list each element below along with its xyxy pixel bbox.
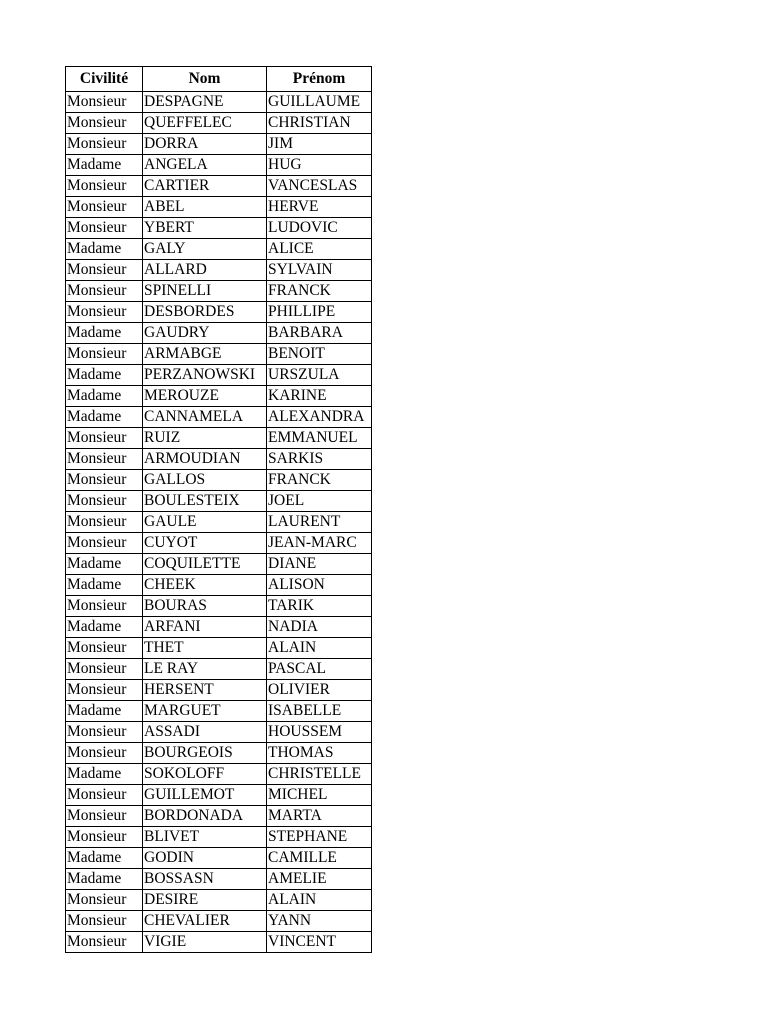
- table-row: [66, 659, 372, 680]
- cell-civilite: Monsieur: [66, 785, 143, 806]
- cell-prenom: FRANCK: [267, 470, 372, 491]
- cell-civilite: Madame: [66, 239, 143, 260]
- header-prenom: Prénom: [267, 67, 372, 92]
- cell-prenom: ALAIN: [267, 638, 372, 659]
- cell-prenom: ALEXANDRA: [267, 407, 372, 428]
- table-row: [66, 239, 372, 260]
- cell-prenom: ALISON: [267, 575, 372, 596]
- cell-civilite: Monsieur: [66, 512, 143, 533]
- cell-nom: HERSENT: [143, 680, 267, 701]
- table-row: [66, 365, 372, 386]
- table-row: [66, 155, 372, 176]
- cell-prenom: NADIA: [267, 617, 372, 638]
- cell-prenom: PASCAL: [267, 659, 372, 680]
- table-row: [66, 302, 372, 323]
- table-row: [66, 512, 372, 533]
- table-row: [66, 827, 372, 848]
- table-header: [66, 67, 372, 92]
- cell-prenom: OLIVIER: [267, 680, 372, 701]
- cell-nom: CHEEK: [143, 575, 267, 596]
- table-row: [66, 470, 372, 491]
- cell-civilite: Monsieur: [66, 218, 143, 239]
- table-row: [66, 176, 372, 197]
- table-row: [66, 134, 372, 155]
- cell-prenom: LUDOVIC: [267, 218, 372, 239]
- cell-nom: THET: [143, 638, 267, 659]
- cell-civilite: Madame: [66, 848, 143, 869]
- cell-nom: ANGELA: [143, 155, 267, 176]
- cell-nom: DORRA: [143, 134, 267, 155]
- cell-nom: SPINELLI: [143, 281, 267, 302]
- cell-civilite: Monsieur: [66, 428, 143, 449]
- cell-nom: PERZANOWSKI: [143, 365, 267, 386]
- cell-civilite: Monsieur: [66, 92, 143, 113]
- table-row: [66, 428, 372, 449]
- cell-prenom: TARIK: [267, 596, 372, 617]
- table-row: [66, 596, 372, 617]
- table-row: [66, 869, 372, 890]
- cell-nom: CANNAMELA: [143, 407, 267, 428]
- cell-nom: MEROUZE: [143, 386, 267, 407]
- cell-nom: BORDONADA: [143, 806, 267, 827]
- cell-civilite: Madame: [66, 701, 143, 722]
- cell-civilite: Madame: [66, 386, 143, 407]
- cell-nom: GAULE: [143, 512, 267, 533]
- table-row: [66, 638, 372, 659]
- cell-civilite: Madame: [66, 407, 143, 428]
- table-row: [66, 932, 372, 953]
- cell-nom: ASSADI: [143, 722, 267, 743]
- cell-prenom: JEAN-MARC: [267, 533, 372, 554]
- table-body: [66, 92, 372, 953]
- cell-civilite: Monsieur: [66, 680, 143, 701]
- cell-prenom: URSZULA: [267, 365, 372, 386]
- cell-civilite: Monsieur: [66, 596, 143, 617]
- cell-prenom: BENOIT: [267, 344, 372, 365]
- cell-nom: BOURAS: [143, 596, 267, 617]
- cell-civilite: Monsieur: [66, 113, 143, 134]
- cell-prenom: FRANCK: [267, 281, 372, 302]
- cell-prenom: GUILLAUME: [267, 92, 372, 113]
- cell-civilite: Monsieur: [66, 722, 143, 743]
- cell-nom: CUYOT: [143, 533, 267, 554]
- table-row: [66, 764, 372, 785]
- cell-nom: DESIRE: [143, 890, 267, 911]
- cell-civilite: Madame: [66, 869, 143, 890]
- cell-nom: DESBORDES: [143, 302, 267, 323]
- cell-nom: BOURGEOIS: [143, 743, 267, 764]
- cell-prenom: HERVE: [267, 197, 372, 218]
- table-row: [66, 806, 372, 827]
- table-row: [66, 617, 372, 638]
- table-row: [66, 722, 372, 743]
- cell-prenom: MICHEL: [267, 785, 372, 806]
- cell-prenom: CAMILLE: [267, 848, 372, 869]
- cell-civilite: Madame: [66, 764, 143, 785]
- cell-nom: GAUDRY: [143, 323, 267, 344]
- cell-civilite: Monsieur: [66, 911, 143, 932]
- cell-nom: YBERT: [143, 218, 267, 239]
- cell-prenom: VINCENT: [267, 932, 372, 953]
- cell-nom: VIGIE: [143, 932, 267, 953]
- cell-civilite: Monsieur: [66, 932, 143, 953]
- cell-civilite: Madame: [66, 323, 143, 344]
- table-row: [66, 218, 372, 239]
- cell-civilite: Monsieur: [66, 134, 143, 155]
- cell-civilite: Monsieur: [66, 344, 143, 365]
- cell-nom: LE RAY: [143, 659, 267, 680]
- cell-prenom: CHRISTELLE: [267, 764, 372, 785]
- cell-civilite: Madame: [66, 155, 143, 176]
- cell-civilite: Monsieur: [66, 659, 143, 680]
- table-row: [66, 890, 372, 911]
- table-row: [66, 848, 372, 869]
- cell-civilite: Monsieur: [66, 533, 143, 554]
- cell-nom: BOULESTEIX: [143, 491, 267, 512]
- cell-prenom: ALICE: [267, 239, 372, 260]
- cell-prenom: HOUSSEM: [267, 722, 372, 743]
- cell-prenom: ISABELLE: [267, 701, 372, 722]
- cell-prenom: THOMAS: [267, 743, 372, 764]
- table-row: [66, 449, 372, 470]
- table-row: [66, 554, 372, 575]
- cell-civilite: Monsieur: [66, 827, 143, 848]
- cell-prenom: LAURENT: [267, 512, 372, 533]
- cell-civilite: Monsieur: [66, 281, 143, 302]
- table-row: [66, 281, 372, 302]
- table-row: [66, 785, 372, 806]
- cell-nom: GALLOS: [143, 470, 267, 491]
- table-row: [66, 323, 372, 344]
- table-row: [66, 386, 372, 407]
- cell-prenom: VANCESLAS: [267, 176, 372, 197]
- cell-nom: SOKOLOFF: [143, 764, 267, 785]
- table-row: [66, 344, 372, 365]
- cell-nom: ABEL: [143, 197, 267, 218]
- cell-nom: GODIN: [143, 848, 267, 869]
- cell-prenom: CHRISTIAN: [267, 113, 372, 134]
- table-row: [66, 113, 372, 134]
- cell-nom: DESPAGNE: [143, 92, 267, 113]
- header-row: [66, 67, 372, 92]
- cell-civilite: Monsieur: [66, 449, 143, 470]
- cell-prenom: JIM: [267, 134, 372, 155]
- cell-nom: GALY: [143, 239, 267, 260]
- cell-nom: QUEFFELEC: [143, 113, 267, 134]
- header-civilite: Civilité: [66, 67, 143, 92]
- cell-prenom: EMMANUEL: [267, 428, 372, 449]
- cell-nom: ALLARD: [143, 260, 267, 281]
- cell-prenom: YANN: [267, 911, 372, 932]
- cell-prenom: SYLVAIN: [267, 260, 372, 281]
- cell-civilite: Monsieur: [66, 806, 143, 827]
- cell-civilite: Monsieur: [66, 176, 143, 197]
- contacts-table: [65, 66, 372, 953]
- cell-prenom: PHILLIPE: [267, 302, 372, 323]
- cell-civilite: Madame: [66, 617, 143, 638]
- table-row: [66, 491, 372, 512]
- cell-nom: RUIZ: [143, 428, 267, 449]
- cell-civilite: Monsieur: [66, 302, 143, 323]
- table-row: [66, 92, 372, 113]
- cell-prenom: ALAIN: [267, 890, 372, 911]
- table-row: [66, 197, 372, 218]
- cell-nom: COQUILETTE: [143, 554, 267, 575]
- cell-nom: ARMABGE: [143, 344, 267, 365]
- cell-nom: ARMOUDIAN: [143, 449, 267, 470]
- cell-prenom: DIANE: [267, 554, 372, 575]
- cell-civilite: Monsieur: [66, 260, 143, 281]
- cell-prenom: MARTA: [267, 806, 372, 827]
- table-row: [66, 260, 372, 281]
- cell-civilite: Monsieur: [66, 470, 143, 491]
- cell-prenom: BARBARA: [267, 323, 372, 344]
- cell-nom: CHEVALIER: [143, 911, 267, 932]
- cell-prenom: HUG: [267, 155, 372, 176]
- cell-prenom: STEPHANE: [267, 827, 372, 848]
- cell-civilite: Madame: [66, 575, 143, 596]
- cell-nom: ARFANI: [143, 617, 267, 638]
- table-row: [66, 407, 372, 428]
- spreadsheet-page: [65, 66, 372, 953]
- cell-nom: CARTIER: [143, 176, 267, 197]
- cell-civilite: Monsieur: [66, 890, 143, 911]
- table-row: [66, 680, 372, 701]
- cell-civilite: Monsieur: [66, 743, 143, 764]
- table-row: [66, 743, 372, 764]
- cell-prenom: AMELIE: [267, 869, 372, 890]
- header-nom: Nom: [143, 67, 267, 92]
- cell-civilite: Monsieur: [66, 638, 143, 659]
- cell-prenom: JOEL: [267, 491, 372, 512]
- cell-nom: MARGUET: [143, 701, 267, 722]
- table-row: [66, 533, 372, 554]
- table-row: [66, 911, 372, 932]
- cell-nom: GUILLEMOT: [143, 785, 267, 806]
- cell-civilite: Madame: [66, 365, 143, 386]
- table-row: [66, 575, 372, 596]
- table-row: [66, 701, 372, 722]
- cell-civilite: Madame: [66, 554, 143, 575]
- cell-civilite: Monsieur: [66, 197, 143, 218]
- cell-civilite: Monsieur: [66, 491, 143, 512]
- cell-prenom: KARINE: [267, 386, 372, 407]
- cell-prenom: SARKIS: [267, 449, 372, 470]
- cell-nom: BLIVET: [143, 827, 267, 848]
- cell-nom: BOSSASN: [143, 869, 267, 890]
